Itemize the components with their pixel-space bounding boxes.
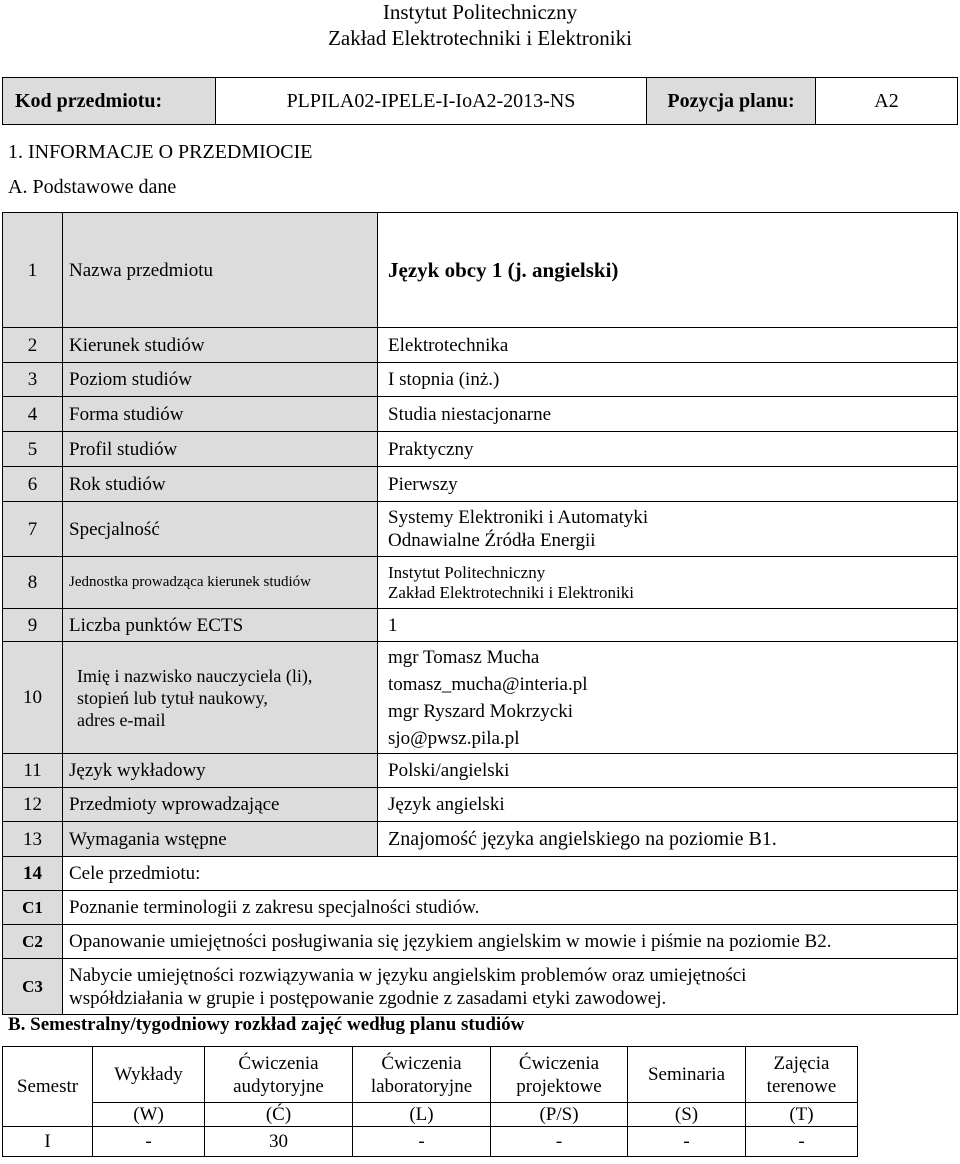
table-row [3, 557, 958, 609]
objective-c3 [63, 959, 958, 1015]
teacher-label-line-1: Imię i nazwisko nauczyciela (li), [77, 665, 313, 686]
teacher-value [378, 642, 958, 754]
table-row [3, 642, 958, 754]
semester-cell: I [3, 1127, 93, 1157]
unit-label: Jednostka prowadząca kierunek studiów [63, 557, 378, 609]
table-row [3, 891, 958, 925]
study-level-label: Poziom studiów [63, 363, 378, 397]
study-form-label: Forma studiów [63, 397, 378, 432]
row-number: 11 [3, 754, 63, 788]
prerequisite-courses-label: Przedmioty wprowadzające [63, 788, 378, 822]
table-row [3, 1047, 858, 1103]
table-row [3, 1127, 858, 1157]
table-row [3, 609, 958, 642]
objectives-label: Cele przedmiotu: [63, 857, 958, 891]
header-line: Ćwiczenia [238, 1052, 319, 1074]
header-line: terenowe [766, 1075, 837, 1097]
specialization-value [378, 502, 958, 557]
abbr-cell: (L) [353, 1103, 491, 1127]
value-cell: - [353, 1127, 491, 1157]
header-line: laboratoryjne [370, 1075, 473, 1097]
basic-data-table [2, 212, 958, 1015]
table-row [3, 397, 958, 432]
row-number: 13 [3, 822, 63, 857]
value-cell: - [746, 1127, 858, 1157]
seminars-header: Seminaria [628, 1047, 746, 1103]
objective-number: C2 [3, 925, 63, 959]
prerequisite-courses-value: Język angielski [378, 788, 958, 822]
course-code-table [2, 77, 958, 125]
value-cell: - [491, 1127, 628, 1157]
table-row [3, 788, 958, 822]
row-number: 2 [3, 328, 63, 363]
section-a-subtitle: A. Podstawowe dane [8, 176, 177, 198]
table-row [3, 213, 958, 328]
position-value: A2 [816, 78, 958, 125]
teacher-2-email: sjo@pwsz.pila.pl [388, 727, 520, 749]
unit-line-1: Instytut Politechniczny [388, 562, 546, 582]
teacher-label [63, 642, 378, 754]
objective-c1: Poznanie terminologii z zakresu specjalności studiów. [63, 891, 958, 925]
project-exercises-header [491, 1047, 628, 1103]
row-number: 7 [3, 502, 63, 557]
row-number: 4 [3, 397, 63, 432]
course-name-value: Język obcy 1 (j. angielski) [378, 213, 958, 328]
header-line: Zajęcia [773, 1052, 830, 1074]
table-row [3, 328, 958, 363]
lab-exercises-header [353, 1047, 491, 1103]
abbr-cell: (Ć) [205, 1103, 353, 1127]
row-number: 6 [3, 467, 63, 502]
abbr-cell: (S) [628, 1103, 746, 1127]
row-number: 14 [3, 857, 63, 891]
language-label: Język wykładowy [63, 754, 378, 788]
ects-label: Liczba punktów ECTS [63, 609, 378, 642]
table-row [3, 502, 958, 557]
code-value: PLPILA02-IPELE-I-IoA2-2013-NS [216, 78, 647, 125]
row-number: 10 [3, 642, 63, 754]
study-form-value: Studia niestacjonarne [378, 397, 958, 432]
row-number: 1 [3, 213, 63, 328]
table-row [3, 959, 958, 1015]
table-row [3, 467, 958, 502]
row-number: 8 [3, 557, 63, 609]
semester-header: Semestr [3, 1047, 93, 1127]
teacher-1-email: tomasz_mucha@interia.pl [388, 673, 588, 695]
section-b-title: B. Semestralny/tygodniowy rozkład zajęć według planu studiów [8, 1014, 525, 1035]
ects-value: 1 [378, 609, 958, 642]
objective-c2: Opanowanie umiejętności posługiwania się językiem angielskim w mowie i piśmie na poziomie B2. [63, 925, 958, 959]
position-label: Pozycja planu: [647, 78, 816, 125]
table-row [3, 1103, 858, 1127]
table-row [3, 925, 958, 959]
table-row [3, 432, 958, 467]
header-department: Zakład Elektrotechniki i Elektroniki [328, 26, 632, 50]
header-line: audytoryjne [233, 1075, 324, 1097]
specialization-line-2: Odnawialne Źródła Energii [388, 530, 596, 551]
field-of-study-value: Elektrotechnika [378, 328, 958, 363]
table-row [3, 857, 958, 891]
objective-c3-line-1: Nabycie umiejętności rozwiązywania w języku angielskim problemów oraz umiejętności [69, 964, 747, 986]
row-number: 12 [3, 788, 63, 822]
abbr-cell: (W) [93, 1103, 205, 1127]
teacher-1-name: mgr Tomasz Mucha [388, 646, 540, 668]
language-value: Polski/angielski [378, 754, 958, 788]
header-institute: Instytut Politechniczny [382, 0, 578, 24]
requirements-value: Znajomość języka angielskiego na poziomie B1. [378, 822, 958, 857]
auditory-exercises-header [205, 1047, 353, 1103]
objective-number: C3 [3, 959, 63, 1015]
header-line: Ćwiczenia [381, 1052, 462, 1074]
study-year-value: Pierwszy [378, 467, 958, 502]
specialization-line-1: Systemy Elektroniki i Automatyki [388, 507, 649, 528]
schedule-table [2, 1046, 858, 1157]
study-profile-label: Profil studiów [63, 432, 378, 467]
table-row [3, 754, 958, 788]
teacher-label-line-2: stopień lub tytuł naukowy, [77, 687, 268, 708]
table-row [3, 822, 958, 857]
study-level-value: I stopnia (inż.) [378, 363, 958, 397]
header-line: Ćwiczenia [518, 1052, 600, 1074]
table-row [3, 363, 958, 397]
section-1-title: 1. INFORMACJE O PRZEDMIOCIE [8, 141, 313, 163]
requirements-label: Wymagania wstępne [63, 822, 378, 857]
unit-line-2: Zakład Elektrotechniki i Elektroniki [388, 582, 634, 602]
abbr-cell: (P/S) [491, 1103, 628, 1127]
unit-value [378, 557, 958, 609]
field-classes-header [746, 1047, 858, 1103]
lectures-header: Wykłady [93, 1047, 205, 1103]
objective-number: C1 [3, 891, 63, 925]
value-cell: 30 [205, 1127, 353, 1157]
abbr-cell: (T) [746, 1103, 858, 1127]
row-number: 9 [3, 609, 63, 642]
teacher-label-line-3: adres e-mail [77, 709, 166, 730]
teacher-2-name: mgr Ryszard Mokrzycki [388, 700, 573, 722]
study-year-label: Rok studiów [63, 467, 378, 502]
header-line: projektowe [516, 1075, 602, 1097]
value-cell: - [628, 1127, 746, 1157]
row-number: 3 [3, 363, 63, 397]
value-cell: - [93, 1127, 205, 1157]
code-label: Kod przedmiotu: [3, 78, 216, 125]
course-name-label: Nazwa przedmiotu [63, 213, 378, 328]
objective-c3-line-2: współdziałania w grupie i postępowanie zgodnie z zasadami etyki zawodowej. [69, 987, 667, 1009]
study-profile-value: Praktyczny [378, 432, 958, 467]
field-of-study-label: Kierunek studiów [63, 328, 378, 363]
row-number: 5 [3, 432, 63, 467]
specialization-label: Specjalność [63, 502, 378, 557]
